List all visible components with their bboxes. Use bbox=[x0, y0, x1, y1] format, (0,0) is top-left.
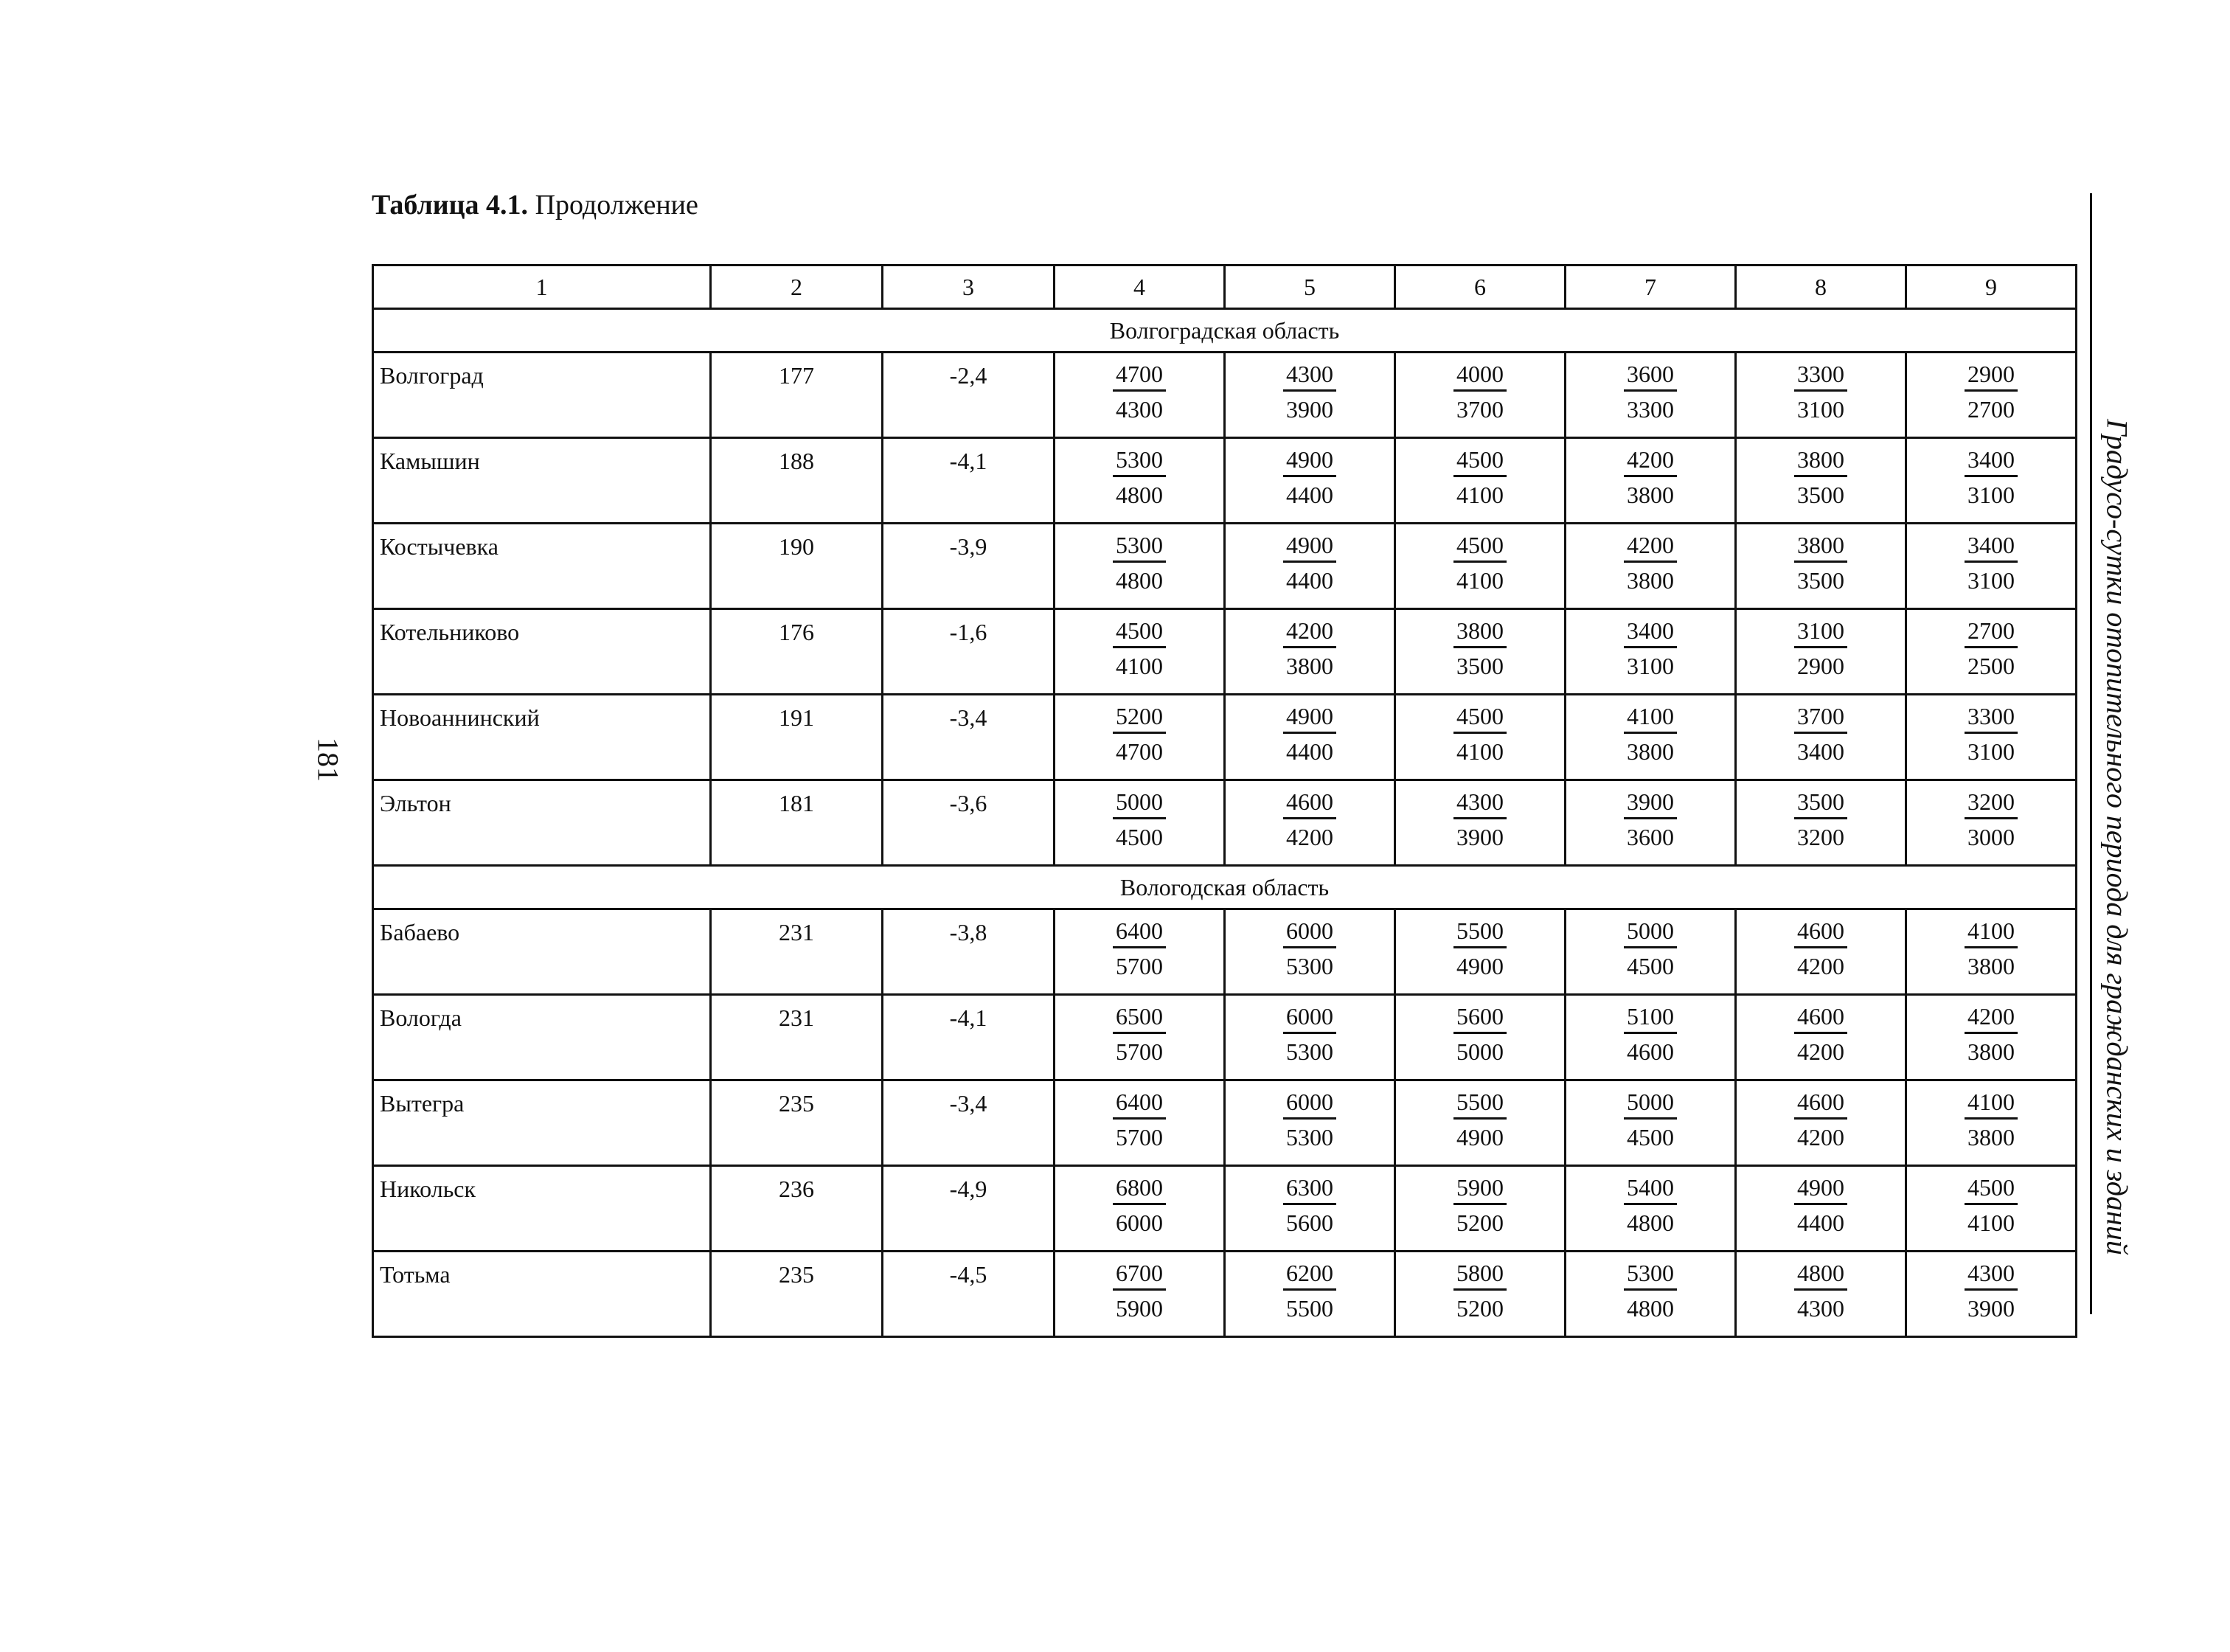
fraction-numerator: 5000 bbox=[1624, 918, 1677, 948]
fraction-numerator: 5500 bbox=[1453, 918, 1507, 948]
fraction-numerator: 3200 bbox=[1965, 789, 2018, 819]
fraction-denominator: 5300 bbox=[1286, 1124, 1333, 1150]
fraction-numerator: 3900 bbox=[1624, 789, 1677, 819]
column-header-4: 4 bbox=[1055, 266, 1225, 309]
fraction-cell bbox=[1736, 1080, 1906, 1166]
fraction-denominator: 4100 bbox=[1456, 482, 1504, 508]
cell-c3: -3,9 bbox=[883, 524, 1055, 609]
fraction-cell bbox=[1906, 1252, 2077, 1337]
fraction-denominator: 3600 bbox=[1627, 824, 1674, 850]
column-header-3: 3 bbox=[883, 266, 1055, 309]
fraction-numerator: 3100 bbox=[1794, 618, 1847, 648]
fraction-cell bbox=[1225, 609, 1395, 695]
fraction-denominator: 4200 bbox=[1797, 953, 1844, 979]
fraction-cell bbox=[1736, 524, 1906, 609]
fraction-numerator: 5900 bbox=[1453, 1175, 1507, 1205]
fraction-numerator: 4100 bbox=[1624, 704, 1677, 734]
fraction-numerator: 6200 bbox=[1283, 1260, 1336, 1291]
fraction-numerator: 3400 bbox=[1965, 447, 2018, 477]
fraction-denominator: 5600 bbox=[1286, 1210, 1333, 1236]
fraction-numerator: 3400 bbox=[1624, 618, 1677, 648]
fraction-cell bbox=[1566, 1080, 1736, 1166]
cell-c3: -3,4 bbox=[883, 1080, 1055, 1166]
page-number: 181 bbox=[311, 738, 345, 782]
fraction-cell bbox=[1566, 995, 1736, 1080]
city-name: Тотьма bbox=[373, 1252, 711, 1337]
fraction-denominator: 5700 bbox=[1116, 953, 1163, 979]
fraction-denominator: 3800 bbox=[1627, 567, 1674, 594]
fraction-denominator: 4100 bbox=[1456, 738, 1504, 765]
fraction-numerator: 3300 bbox=[1794, 361, 1847, 392]
fraction-denominator: 4200 bbox=[1797, 1038, 1844, 1065]
fraction-numerator: 5200 bbox=[1113, 704, 1166, 734]
fraction-numerator: 5100 bbox=[1624, 1004, 1677, 1034]
fraction-numerator: 4600 bbox=[1794, 918, 1847, 948]
fraction-numerator: 4600 bbox=[1794, 1089, 1847, 1120]
fraction-numerator: 4200 bbox=[1283, 618, 1336, 648]
fraction-denominator: 5700 bbox=[1116, 1124, 1163, 1150]
fraction-cell bbox=[1906, 353, 2077, 438]
fraction-cell bbox=[1225, 438, 1395, 524]
running-head-rule bbox=[2090, 193, 2092, 1314]
table-row bbox=[373, 609, 2077, 695]
fraction-denominator: 3900 bbox=[1456, 824, 1504, 850]
fraction-denominator: 5700 bbox=[1116, 1038, 1163, 1065]
fraction-denominator: 3800 bbox=[1967, 1124, 2015, 1150]
fraction-numerator: 4900 bbox=[1283, 532, 1336, 563]
fraction-denominator: 4400 bbox=[1286, 482, 1333, 508]
cell-c2: 181 bbox=[711, 780, 883, 866]
fraction-cell bbox=[1225, 1080, 1395, 1166]
fraction-denominator: 5000 bbox=[1456, 1038, 1504, 1065]
column-header-1: 1 bbox=[373, 266, 711, 309]
fraction-numerator: 2900 bbox=[1965, 361, 2018, 392]
city-name: Никольск bbox=[373, 1166, 711, 1252]
fraction-denominator: 4800 bbox=[1116, 482, 1163, 508]
fraction-cell bbox=[1395, 353, 1566, 438]
table-row bbox=[373, 438, 2077, 524]
fraction-cell bbox=[1566, 909, 1736, 995]
fraction-cell bbox=[1055, 438, 1225, 524]
city-name: Вологда bbox=[373, 995, 711, 1080]
fraction-cell bbox=[1055, 609, 1225, 695]
table-row bbox=[373, 353, 2077, 438]
fraction-cell bbox=[1736, 1166, 1906, 1252]
fraction-numerator: 5000 bbox=[1113, 789, 1166, 819]
fraction-cell bbox=[1566, 438, 1736, 524]
column-header-2: 2 bbox=[711, 266, 883, 309]
fraction-numerator: 6000 bbox=[1283, 1089, 1336, 1120]
fraction-denominator: 4100 bbox=[1967, 1210, 2015, 1236]
table-row bbox=[373, 1080, 2077, 1166]
fraction-cell bbox=[1906, 695, 2077, 780]
fraction-numerator: 4500 bbox=[1453, 532, 1507, 563]
fraction-cell bbox=[1395, 1166, 1566, 1252]
fraction-cell bbox=[1395, 438, 1566, 524]
fraction-cell bbox=[1055, 1080, 1225, 1166]
fraction-cell bbox=[1395, 995, 1566, 1080]
fraction-denominator: 3300 bbox=[1627, 396, 1674, 423]
fraction-denominator: 4600 bbox=[1627, 1038, 1674, 1065]
fraction-cell bbox=[1906, 1080, 2077, 1166]
fraction-denominator: 3800 bbox=[1627, 738, 1674, 765]
column-header-6: 6 bbox=[1395, 266, 1566, 309]
fraction-numerator: 3700 bbox=[1794, 704, 1847, 734]
fraction-cell bbox=[1736, 353, 1906, 438]
fraction-numerator: 3400 bbox=[1965, 532, 2018, 563]
fraction-numerator: 5800 bbox=[1453, 1260, 1507, 1291]
fraction-denominator: 4900 bbox=[1456, 953, 1504, 979]
cell-c2: 231 bbox=[711, 909, 883, 995]
fraction-numerator: 6800 bbox=[1113, 1175, 1166, 1205]
fraction-numerator: 4000 bbox=[1453, 361, 1507, 392]
fraction-denominator: 4400 bbox=[1286, 738, 1333, 765]
fraction-cell bbox=[1225, 909, 1395, 995]
fraction-denominator: 3800 bbox=[1967, 1038, 2015, 1065]
running-head: Градусо-сутки отопительного периода для гражданских и зданий bbox=[2100, 419, 2134, 1255]
fraction-cell bbox=[1566, 695, 1736, 780]
column-header-7: 7 bbox=[1566, 266, 1736, 309]
table-caption bbox=[372, 186, 698, 224]
fraction-denominator: 3100 bbox=[1967, 482, 2015, 508]
fraction-cell bbox=[1225, 524, 1395, 609]
fraction-cell bbox=[1566, 524, 1736, 609]
fraction-numerator: 4700 bbox=[1113, 361, 1166, 392]
fraction-denominator: 3800 bbox=[1286, 653, 1333, 679]
city-name: Костычевка bbox=[373, 524, 711, 609]
fraction-denominator: 5300 bbox=[1286, 1038, 1333, 1065]
fraction-denominator: 6000 bbox=[1116, 1210, 1163, 1236]
fraction-denominator: 3000 bbox=[1967, 824, 2015, 850]
fraction-denominator: 2700 bbox=[1967, 396, 2015, 423]
fraction-denominator: 3100 bbox=[1797, 396, 1844, 423]
fraction-denominator: 3500 bbox=[1797, 482, 1844, 508]
fraction-cell bbox=[1736, 780, 1906, 866]
cell-c3: -4,5 bbox=[883, 1252, 1055, 1337]
cell-c2: 190 bbox=[711, 524, 883, 609]
fraction-numerator: 4100 bbox=[1965, 918, 2018, 948]
fraction-cell bbox=[1736, 995, 1906, 1080]
fraction-numerator: 4800 bbox=[1794, 1260, 1847, 1291]
cell-c3: -4,1 bbox=[883, 438, 1055, 524]
fraction-numerator: 6000 bbox=[1283, 918, 1336, 948]
fraction-denominator: 4700 bbox=[1116, 738, 1163, 765]
header-row bbox=[373, 266, 2077, 309]
fraction-cell bbox=[1906, 780, 2077, 866]
fraction-numerator: 3800 bbox=[1453, 618, 1507, 648]
cell-c3: -3,8 bbox=[883, 909, 1055, 995]
fraction-cell bbox=[1225, 353, 1395, 438]
cell-c2: 231 bbox=[711, 995, 883, 1080]
fraction-denominator: 3900 bbox=[1967, 1295, 2015, 1322]
fraction-numerator: 4100 bbox=[1965, 1089, 2018, 1120]
fraction-denominator: 5300 bbox=[1286, 953, 1333, 979]
fraction-numerator: 5500 bbox=[1453, 1089, 1507, 1120]
fraction-cell bbox=[1736, 438, 1906, 524]
cell-c3: -4,1 bbox=[883, 995, 1055, 1080]
column-header-9: 9 bbox=[1906, 266, 2077, 309]
fraction-denominator: 3800 bbox=[1967, 953, 2015, 979]
fraction-numerator: 3500 bbox=[1794, 789, 1847, 819]
cell-c3: -3,4 bbox=[883, 695, 1055, 780]
fraction-denominator: 4800 bbox=[1627, 1210, 1674, 1236]
table-row bbox=[373, 1252, 2077, 1337]
fraction-numerator: 5600 bbox=[1453, 1004, 1507, 1034]
region-title: Вологодская область bbox=[373, 866, 2077, 909]
fraction-denominator: 3400 bbox=[1797, 738, 1844, 765]
fraction-cell bbox=[1736, 1252, 1906, 1337]
fraction-numerator: 5300 bbox=[1113, 447, 1166, 477]
fraction-numerator: 4500 bbox=[1965, 1175, 2018, 1205]
fraction-numerator: 3800 bbox=[1794, 532, 1847, 563]
fraction-cell bbox=[1055, 995, 1225, 1080]
table-row bbox=[373, 780, 2077, 866]
fraction-denominator: 3700 bbox=[1456, 396, 1504, 423]
fraction-cell bbox=[1566, 1166, 1736, 1252]
fraction-cell bbox=[1395, 695, 1566, 780]
city-name: Новоаннинский bbox=[373, 695, 711, 780]
fraction-denominator: 4400 bbox=[1797, 1210, 1844, 1236]
fraction-denominator: 4300 bbox=[1116, 396, 1163, 423]
table-caption-text: Продолжение bbox=[535, 190, 698, 221]
fraction-denominator: 4300 bbox=[1797, 1295, 1844, 1322]
table-row bbox=[373, 1166, 2077, 1252]
fraction-numerator: 4900 bbox=[1283, 447, 1336, 477]
cell-c2: 235 bbox=[711, 1252, 883, 1337]
fraction-numerator: 2700 bbox=[1965, 618, 2018, 648]
fraction-cell bbox=[1906, 995, 2077, 1080]
fraction-denominator: 3100 bbox=[1967, 738, 2015, 765]
fraction-cell bbox=[1395, 1080, 1566, 1166]
fraction-cell bbox=[1225, 1252, 1395, 1337]
fraction-denominator: 3100 bbox=[1627, 653, 1674, 679]
fraction-numerator: 4200 bbox=[1624, 532, 1677, 563]
city-name: Котельниково bbox=[373, 609, 711, 695]
fraction-cell bbox=[1906, 609, 2077, 695]
fraction-numerator: 6000 bbox=[1283, 1004, 1336, 1034]
fraction-denominator: 5200 bbox=[1456, 1210, 1504, 1236]
fraction-numerator: 4900 bbox=[1794, 1175, 1847, 1205]
fraction-numerator: 6700 bbox=[1113, 1260, 1166, 1291]
region-row bbox=[373, 309, 2077, 353]
fraction-cell bbox=[1055, 695, 1225, 780]
fraction-denominator: 4800 bbox=[1116, 567, 1163, 594]
fraction-cell bbox=[1055, 1166, 1225, 1252]
cell-c3: -4,9 bbox=[883, 1166, 1055, 1252]
fraction-numerator: 4300 bbox=[1453, 789, 1507, 819]
fraction-denominator: 3100 bbox=[1967, 567, 2015, 594]
fraction-numerator: 5400 bbox=[1624, 1175, 1677, 1205]
cell-c2: 235 bbox=[711, 1080, 883, 1166]
cell-c2: 236 bbox=[711, 1166, 883, 1252]
fraction-denominator: 4200 bbox=[1286, 824, 1333, 850]
city-name: Бабаево bbox=[373, 909, 711, 995]
region-row bbox=[373, 866, 2077, 909]
column-header-8: 8 bbox=[1736, 266, 1906, 309]
fraction-denominator: 4500 bbox=[1627, 1124, 1674, 1150]
fraction-numerator: 6300 bbox=[1283, 1175, 1336, 1205]
fraction-denominator: 3200 bbox=[1797, 824, 1844, 850]
fraction-cell bbox=[1566, 780, 1736, 866]
fraction-denominator: 5900 bbox=[1116, 1295, 1163, 1322]
fraction-denominator: 4100 bbox=[1116, 653, 1163, 679]
fraction-cell bbox=[1055, 1252, 1225, 1337]
fraction-denominator: 3800 bbox=[1627, 482, 1674, 508]
table-body bbox=[373, 309, 2077, 1337]
fraction-cell bbox=[1736, 909, 1906, 995]
fraction-cell bbox=[1225, 1166, 1395, 1252]
fraction-cell bbox=[1225, 995, 1395, 1080]
cell-c2: 177 bbox=[711, 353, 883, 438]
table-row bbox=[373, 995, 2077, 1080]
fraction-cell bbox=[1395, 609, 1566, 695]
fraction-numerator: 3300 bbox=[1965, 704, 2018, 734]
fraction-numerator: 4600 bbox=[1283, 789, 1336, 819]
fraction-cell bbox=[1566, 353, 1736, 438]
city-name: Камышин bbox=[373, 438, 711, 524]
column-header-5: 5 bbox=[1225, 266, 1395, 309]
city-name: Волгоград bbox=[373, 353, 711, 438]
fraction-cell bbox=[1566, 1252, 1736, 1337]
fraction-cell bbox=[1225, 695, 1395, 780]
fraction-numerator: 4200 bbox=[1624, 447, 1677, 477]
fraction-cell bbox=[1395, 909, 1566, 995]
city-name: Эльтон bbox=[373, 780, 711, 866]
fraction-cell bbox=[1395, 1252, 1566, 1337]
fraction-cell bbox=[1055, 909, 1225, 995]
fraction-numerator: 4200 bbox=[1965, 1004, 2018, 1034]
fraction-cell bbox=[1055, 524, 1225, 609]
fraction-cell bbox=[1906, 438, 2077, 524]
fraction-cell bbox=[1906, 524, 2077, 609]
fraction-denominator: 4100 bbox=[1456, 567, 1504, 594]
table-row bbox=[373, 695, 2077, 780]
fraction-numerator: 6400 bbox=[1113, 1089, 1166, 1120]
fraction-numerator: 6500 bbox=[1113, 1004, 1166, 1034]
fraction-cell bbox=[1906, 909, 2077, 995]
fraction-cell bbox=[1225, 780, 1395, 866]
fraction-denominator: 5200 bbox=[1456, 1295, 1504, 1322]
fraction-denominator: 4800 bbox=[1627, 1295, 1674, 1322]
fraction-numerator: 3800 bbox=[1794, 447, 1847, 477]
fraction-cell bbox=[1736, 695, 1906, 780]
region-title: Волгоградская область bbox=[373, 309, 2077, 353]
fraction-numerator: 4500 bbox=[1453, 447, 1507, 477]
fraction-denominator: 2900 bbox=[1797, 653, 1844, 679]
cell-c2: 188 bbox=[711, 438, 883, 524]
fraction-denominator: 3500 bbox=[1456, 653, 1504, 679]
fraction-cell bbox=[1055, 353, 1225, 438]
degree-days-table bbox=[372, 264, 2077, 1338]
fraction-denominator: 3500 bbox=[1797, 567, 1844, 594]
fraction-denominator: 4400 bbox=[1286, 567, 1333, 594]
fraction-numerator: 6400 bbox=[1113, 918, 1166, 948]
fraction-cell bbox=[1395, 780, 1566, 866]
fraction-numerator: 4500 bbox=[1453, 704, 1507, 734]
fraction-numerator: 3600 bbox=[1624, 361, 1677, 392]
fraction-cell bbox=[1906, 1166, 2077, 1252]
fraction-denominator: 2500 bbox=[1967, 653, 2015, 679]
fraction-numerator: 4500 bbox=[1113, 618, 1166, 648]
fraction-numerator: 5300 bbox=[1624, 1260, 1677, 1291]
cell-c3: -2,4 bbox=[883, 353, 1055, 438]
fraction-numerator: 4900 bbox=[1283, 704, 1336, 734]
cell-c3: -3,6 bbox=[883, 780, 1055, 866]
table-row bbox=[373, 524, 2077, 609]
fraction-numerator: 5000 bbox=[1624, 1089, 1677, 1120]
table-row bbox=[373, 909, 2077, 995]
cell-c2: 176 bbox=[711, 609, 883, 695]
fraction-cell bbox=[1055, 780, 1225, 866]
fraction-numerator: 4300 bbox=[1965, 1260, 2018, 1291]
fraction-cell bbox=[1566, 609, 1736, 695]
cell-c2: 191 bbox=[711, 695, 883, 780]
fraction-denominator: 4900 bbox=[1456, 1124, 1504, 1150]
fraction-numerator: 4300 bbox=[1283, 361, 1336, 392]
fraction-numerator: 4600 bbox=[1794, 1004, 1847, 1034]
fraction-cell bbox=[1395, 524, 1566, 609]
fraction-denominator: 4500 bbox=[1116, 824, 1163, 850]
fraction-cell bbox=[1736, 609, 1906, 695]
table-header bbox=[373, 266, 2077, 309]
fraction-denominator: 3900 bbox=[1286, 396, 1333, 423]
fraction-numerator: 5300 bbox=[1113, 532, 1166, 563]
city-name: Вытегра bbox=[373, 1080, 711, 1166]
fraction-denominator: 4200 bbox=[1797, 1124, 1844, 1150]
fraction-denominator: 4500 bbox=[1627, 953, 1674, 979]
cell-c3: -1,6 bbox=[883, 609, 1055, 695]
table-caption-label: Таблица 4.1. bbox=[372, 190, 529, 221]
fraction-denominator: 5500 bbox=[1286, 1295, 1333, 1322]
